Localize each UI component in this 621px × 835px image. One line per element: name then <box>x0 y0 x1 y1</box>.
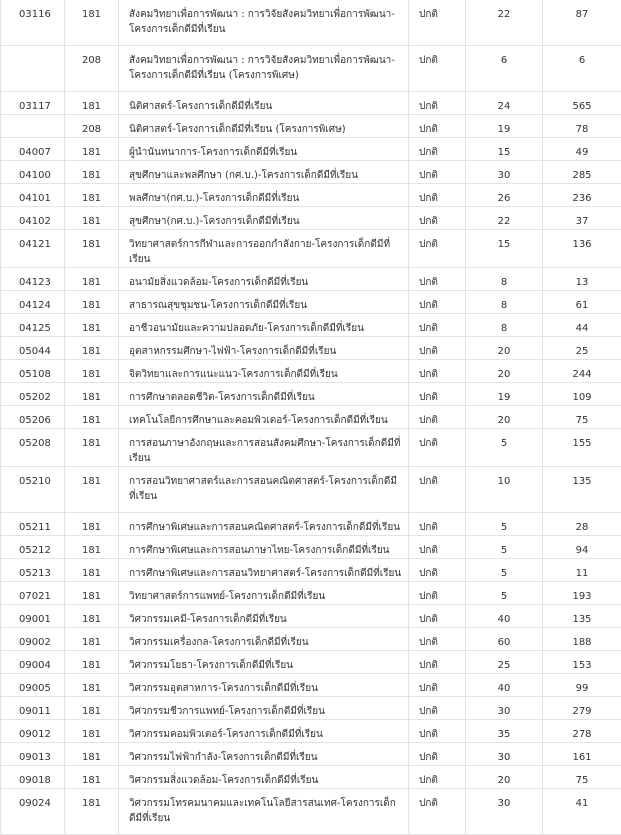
cell-a: 5 <box>466 582 543 605</box>
cell-a: 22 <box>466 0 543 46</box>
cell-code: 04007 <box>1 138 65 161</box>
cell-name: วิศวกรรมโทรคมนาคมและเทคโนโลยีสารสนเทศ-โครงการเด็กดีมีที่เรียน <box>119 789 409 835</box>
cell-code: 04100 <box>1 161 65 184</box>
table-row <box>1 513 621 536</box>
cell-b: 153 <box>543 651 621 674</box>
cell-type: ปกติ <box>409 115 466 138</box>
table-row <box>1 161 621 184</box>
cell-b: 75 <box>543 406 621 429</box>
cell-name: นิติศาสตร์-โครงการเด็กดีมีที่เรียน <box>119 92 409 115</box>
cell-sec: 181 <box>65 697 119 720</box>
cell-sec: 181 <box>65 582 119 605</box>
cell-b: 161 <box>543 743 621 766</box>
cell-code: 09018 <box>1 766 65 789</box>
table-row <box>1 138 621 161</box>
cell-name: วิศวกรรมโยธา-โครงการเด็กดีมีที่เรียน <box>119 651 409 674</box>
cell-b: 565 <box>543 92 621 115</box>
cell-code <box>1 115 65 138</box>
cell-sec: 181 <box>65 429 119 467</box>
cell-a: 10 <box>466 467 543 513</box>
cell-a: 19 <box>466 383 543 406</box>
cell-code: 09002 <box>1 628 65 651</box>
cell-b: 109 <box>543 383 621 406</box>
cell-type: ปกติ <box>409 720 466 743</box>
cell-type: ปกติ <box>409 230 466 268</box>
cell-sec: 181 <box>65 337 119 360</box>
cell-code: 05202 <box>1 383 65 406</box>
cell-a: 8 <box>466 291 543 314</box>
cell-sec: 181 <box>65 138 119 161</box>
cell-sec: 181 <box>65 766 119 789</box>
cell-b: 87 <box>543 0 621 46</box>
cell-sec: 181 <box>65 789 119 835</box>
cell-sec: 181 <box>65 360 119 383</box>
cell-sec: 181 <box>65 720 119 743</box>
table-row <box>1 651 621 674</box>
cell-b: 155 <box>543 429 621 467</box>
cell-code: 09001 <box>1 605 65 628</box>
cell-code: 09005 <box>1 674 65 697</box>
cell-b: 78 <box>543 115 621 138</box>
cell-a: 40 <box>466 674 543 697</box>
table-row <box>1 674 621 697</box>
table-row <box>1 360 621 383</box>
cell-code: 04124 <box>1 291 65 314</box>
table-row <box>1 766 621 789</box>
cell-type: ปกติ <box>409 789 466 835</box>
cell-code <box>1 46 65 92</box>
table-row <box>1 46 621 92</box>
cell-code: 05212 <box>1 536 65 559</box>
table-row <box>1 92 621 115</box>
cell-type: ปกติ <box>409 291 466 314</box>
cell-a: 8 <box>466 268 543 291</box>
cell-b: 94 <box>543 536 621 559</box>
cell-type: ปกติ <box>409 268 466 291</box>
cell-b: 279 <box>543 697 621 720</box>
cell-type: ปกติ <box>409 337 466 360</box>
cell-name: อนามัยสิ่งแวดล้อม-โครงการเด็กดีมีที่เรียน <box>119 268 409 291</box>
cell-name: วิทยาศาสตร์การแพทย์-โครงการเด็กดีมีที่เรียน <box>119 582 409 605</box>
cell-type: ปกติ <box>409 605 466 628</box>
cell-name: นิติศาสตร์-โครงการเด็กดีมีที่เรียน (โครงการพิเศษ) <box>119 115 409 138</box>
cell-code: 05213 <box>1 559 65 582</box>
cell-type: ปกติ <box>409 766 466 789</box>
cell-type: ปกติ <box>409 383 466 406</box>
cell-b: 135 <box>543 467 621 513</box>
cell-sec: 181 <box>65 0 119 46</box>
table-row <box>1 268 621 291</box>
cell-b: 41 <box>543 789 621 835</box>
cell-b: 193 <box>543 582 621 605</box>
cell-name: การสอนภาษาอังกฤษและการสอนสังคมศึกษา-โครงการเด็กดีมีที่เรียน <box>119 429 409 467</box>
cell-name: วิศวกรรมเคมี-โครงการเด็กดีมีที่เรียน <box>119 605 409 628</box>
table-row <box>1 314 621 337</box>
cell-type: ปกติ <box>409 161 466 184</box>
cell-code: 04101 <box>1 184 65 207</box>
cell-a: 15 <box>466 138 543 161</box>
cell-name: การศึกษาพิเศษและการสอนวิทยาศาสตร์-โครงการเด็กดีมีที่เรียน <box>119 559 409 582</box>
cell-code: 05108 <box>1 360 65 383</box>
cell-a: 6 <box>466 46 543 92</box>
cell-name: อาชีวอนามัยและความปลอดภัย-โครงการเด็กดีมีที่เรียน <box>119 314 409 337</box>
table-row <box>1 406 621 429</box>
cell-sec: 181 <box>65 628 119 651</box>
cell-code: 05208 <box>1 429 65 467</box>
cell-name: วิศวกรรมสิ่งแวดล้อม-โครงการเด็กดีมีที่เรียน <box>119 766 409 789</box>
cell-a: 24 <box>466 92 543 115</box>
cell-sec: 181 <box>65 559 119 582</box>
cell-sec: 181 <box>65 268 119 291</box>
cell-name: จิตวิทยาและการแนะแนว-โครงการเด็กดีมีที่เรียน <box>119 360 409 383</box>
cell-a: 5 <box>466 429 543 467</box>
table-row <box>1 789 621 835</box>
table-row <box>1 559 621 582</box>
cell-name: วิศวกรรมชีวการแพทย์-โครงการเด็กดีมีที่เรียน <box>119 697 409 720</box>
cell-type: ปกติ <box>409 674 466 697</box>
cell-type: ปกติ <box>409 406 466 429</box>
cell-sec: 181 <box>65 207 119 230</box>
table-row <box>1 605 621 628</box>
table-row <box>1 184 621 207</box>
cell-b: 135 <box>543 605 621 628</box>
cell-type: ปกติ <box>409 628 466 651</box>
cell-name: ผู้นำนันทนาการ-โครงการเด็กดีมีที่เรียน <box>119 138 409 161</box>
cell-type: ปกติ <box>409 360 466 383</box>
cell-b: 75 <box>543 766 621 789</box>
cell-code: 05210 <box>1 467 65 513</box>
cell-a: 20 <box>466 360 543 383</box>
cell-b: 25 <box>543 337 621 360</box>
cell-sec: 208 <box>65 115 119 138</box>
cell-code: 09011 <box>1 697 65 720</box>
cell-name: พลศึกษา(กศ.บ.)-โครงการเด็กดีมีที่เรียน <box>119 184 409 207</box>
cell-name: การศึกษาพิเศษและการสอนคณิตศาสตร์-โครงการเด็กดีมีที่เรียน <box>119 513 409 536</box>
cell-a: 30 <box>466 789 543 835</box>
cell-sec: 181 <box>65 605 119 628</box>
cell-a: 15 <box>466 230 543 268</box>
cell-code: 07021 <box>1 582 65 605</box>
cell-code: 04121 <box>1 230 65 268</box>
cell-b: 13 <box>543 268 621 291</box>
cell-type: ปกติ <box>409 536 466 559</box>
cell-a: 5 <box>466 536 543 559</box>
cell-type: ปกติ <box>409 314 466 337</box>
cell-code: 04102 <box>1 207 65 230</box>
table-row <box>1 536 621 559</box>
cell-b: 285 <box>543 161 621 184</box>
cell-sec: 181 <box>65 513 119 536</box>
cell-a: 20 <box>466 766 543 789</box>
cell-sec: 181 <box>65 651 119 674</box>
cell-a: 22 <box>466 207 543 230</box>
cell-type: ปกติ <box>409 0 466 46</box>
cell-b: 236 <box>543 184 621 207</box>
cell-a: 5 <box>466 559 543 582</box>
cell-type: ปกติ <box>409 467 466 513</box>
table-row <box>1 337 621 360</box>
cell-code: 04123 <box>1 268 65 291</box>
table-row <box>1 383 621 406</box>
cell-a: 26 <box>466 184 543 207</box>
table-row <box>1 628 621 651</box>
cell-sec: 181 <box>65 314 119 337</box>
cell-b: 136 <box>543 230 621 268</box>
cell-sec: 181 <box>65 743 119 766</box>
cell-code: 09013 <box>1 743 65 766</box>
cell-code: 05211 <box>1 513 65 536</box>
cell-type: ปกติ <box>409 138 466 161</box>
cell-type: ปกติ <box>409 46 466 92</box>
cell-b: 188 <box>543 628 621 651</box>
table-row <box>1 230 621 268</box>
cell-name: เทคโนโลยีการศึกษาและคอมพิวเตอร์-โครงการเด็กดีมีที่เรียน <box>119 406 409 429</box>
cell-sec: 181 <box>65 467 119 513</box>
cell-sec: 181 <box>65 291 119 314</box>
cell-a: 25 <box>466 651 543 674</box>
cell-b: 244 <box>543 360 621 383</box>
cell-name: วิศวกรรมเครื่องกล-โครงการเด็กดีมีที่เรียน <box>119 628 409 651</box>
cell-b: 28 <box>543 513 621 536</box>
cell-type: ปกติ <box>409 92 466 115</box>
cell-a: 5 <box>466 513 543 536</box>
table-row <box>1 582 621 605</box>
cell-sec: 181 <box>65 92 119 115</box>
table-row <box>1 291 621 314</box>
cell-type: ปกติ <box>409 582 466 605</box>
cell-sec: 181 <box>65 383 119 406</box>
cell-b: 44 <box>543 314 621 337</box>
cell-name: สุขศึกษา(กศ.บ.)-โครงการเด็กดีมีที่เรียน <box>119 207 409 230</box>
cell-code: 03116 <box>1 0 65 46</box>
cell-code: 09004 <box>1 651 65 674</box>
cell-a: 30 <box>466 697 543 720</box>
cell-b: 11 <box>543 559 621 582</box>
cell-type: ปกติ <box>409 184 466 207</box>
cell-type: ปกติ <box>409 513 466 536</box>
cell-a: 8 <box>466 314 543 337</box>
cell-a: 30 <box>466 743 543 766</box>
table-row <box>1 720 621 743</box>
cell-type: ปกติ <box>409 651 466 674</box>
cell-name: วิศวกรรมคอมพิวเตอร์-โครงการเด็กดีมีที่เรียน <box>119 720 409 743</box>
table-row <box>1 697 621 720</box>
table-row <box>1 743 621 766</box>
cell-name: การศึกษาตลอดชีวิต-โครงการเด็กดีมีที่เรียน <box>119 383 409 406</box>
cell-type: ปกติ <box>409 743 466 766</box>
cell-name: สุขศึกษาและพลศึกษา (กศ.บ.)-โครงการเด็กดีมีที่เรียน <box>119 161 409 184</box>
cell-type: ปกติ <box>409 429 466 467</box>
cell-code: 04125 <box>1 314 65 337</box>
cell-name: วิทยาศาสตร์การกีฬาและการออกกำลังกาย-โครงการเด็กดีมีที่เรียน <box>119 230 409 268</box>
cell-sec: 181 <box>65 406 119 429</box>
cell-name: การศึกษาพิเศษและการสอนภาษาไทย-โครงการเด็กดีมีที่เรียน <box>119 536 409 559</box>
cell-b: 278 <box>543 720 621 743</box>
cell-code: 09024 <box>1 789 65 835</box>
cell-a: 19 <box>466 115 543 138</box>
cell-sec: 181 <box>65 184 119 207</box>
cell-code: 05044 <box>1 337 65 360</box>
cell-type: ปกติ <box>409 559 466 582</box>
cell-name: วิศวกรรมอุตสาหการ-โครงการเด็กดีมีที่เรียน <box>119 674 409 697</box>
cell-type: ปกติ <box>409 207 466 230</box>
cell-a: 60 <box>466 628 543 651</box>
cell-sec: 208 <box>65 46 119 92</box>
cell-sec: 181 <box>65 230 119 268</box>
cell-code: 09012 <box>1 720 65 743</box>
cell-name: อุตสาหกรรมศึกษา-ไฟฟ้า-โครงการเด็กดีมีที่เรียน <box>119 337 409 360</box>
cell-b: 99 <box>543 674 621 697</box>
cell-type: ปกติ <box>409 697 466 720</box>
cell-a: 30 <box>466 161 543 184</box>
table-row <box>1 429 621 467</box>
cell-name: สังคมวิทยาเพื่อการพัฒนา : การวิจัยสังคมวิทยาเพื่อการพัฒนา-โครงการเด็กดีมีที่เรียน (โครงการพิเศษ) <box>119 46 409 92</box>
table-row <box>1 467 621 513</box>
cell-name: สังคมวิทยาเพื่อการพัฒนา : การวิจัยสังคมวิทยาเพื่อการพัฒนา-โครงการเด็กดีมีที่เรียน <box>119 0 409 46</box>
table-row <box>1 115 621 138</box>
cell-a: 35 <box>466 720 543 743</box>
table-row <box>1 0 621 46</box>
cell-b: 37 <box>543 207 621 230</box>
cell-b: 6 <box>543 46 621 92</box>
table-row <box>1 207 621 230</box>
cell-a: 20 <box>466 406 543 429</box>
cell-sec: 181 <box>65 674 119 697</box>
cell-a: 20 <box>466 337 543 360</box>
cell-b: 61 <box>543 291 621 314</box>
cell-name: การสอนวิทยาศาสตร์และการสอนคณิตศาสตร์-โครงการเด็กดีมีที่เรียน <box>119 467 409 513</box>
cell-name: วิศวกรรมไฟฟ้ากำลัง-โครงการเด็กดีมีที่เรียน <box>119 743 409 766</box>
cell-sec: 181 <box>65 161 119 184</box>
cell-b: 49 <box>543 138 621 161</box>
cell-sec: 181 <box>65 536 119 559</box>
cell-code: 03117 <box>1 92 65 115</box>
cell-code: 05206 <box>1 406 65 429</box>
cell-a: 40 <box>466 605 543 628</box>
cell-name: สาธารณสุขชุมชน-โครงการเด็กดีมีที่เรียน <box>119 291 409 314</box>
